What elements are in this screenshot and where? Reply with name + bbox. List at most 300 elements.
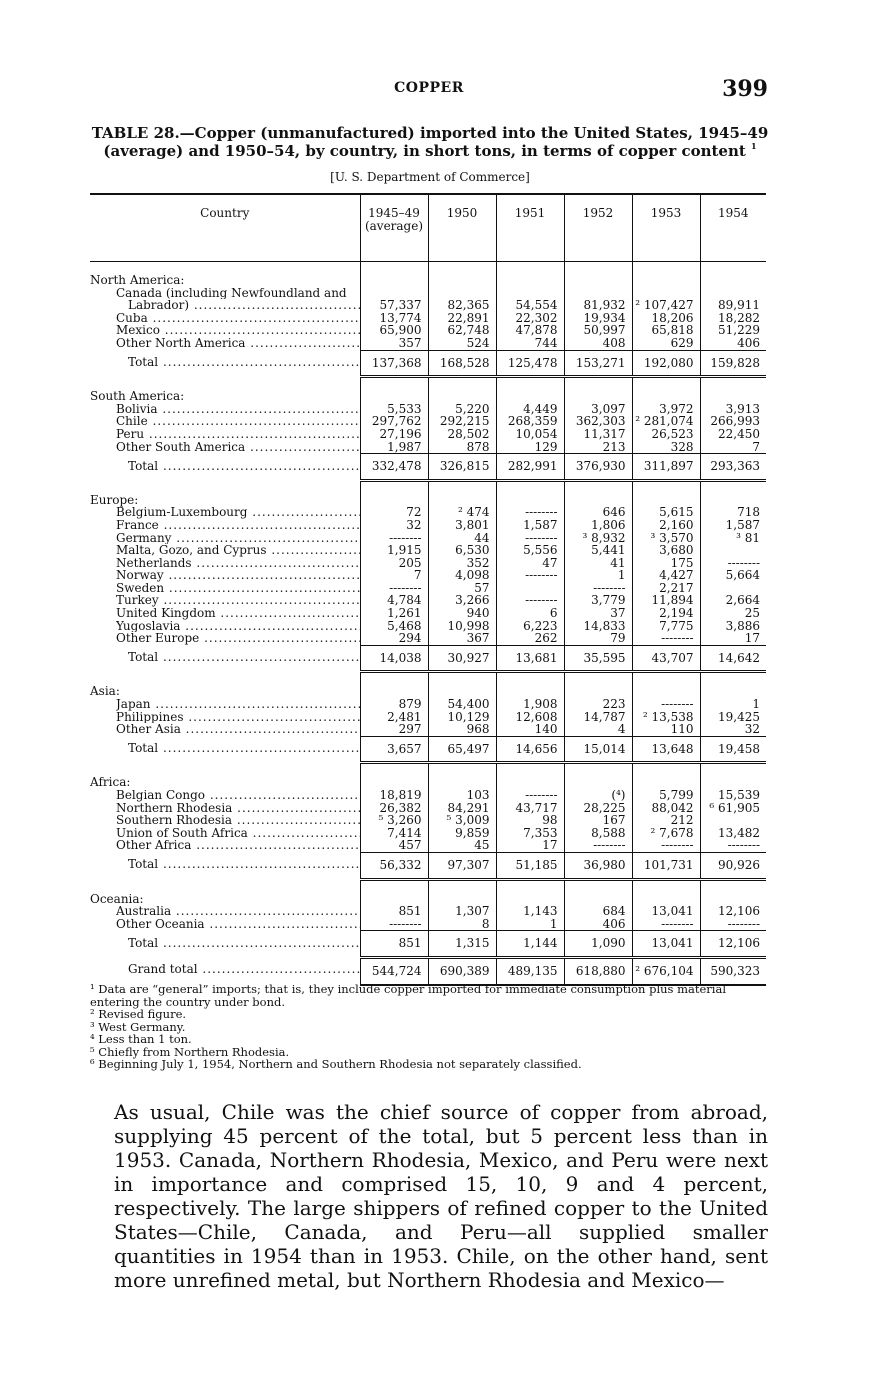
body-paragraph-text: As usual, Chile was the chief source of copper from abroad, supplying 45 percent of the total, but 5 percent less than in 1953. Canada, Northern Rhodesia, Mexico, and Peru were next in importance and comprised 15, 10, 9 and 4 percent, respectively. The large shippers of refined copper to the United States—Chile, Canada, and Peru—all supplied smaller quantities in 1954 than in 1953. Chile, on the other hand, sent more unrefined metal, but Northern Rhodesia and Mexico— [114,1100,768,1292]
row-label-text: Other Asia ..... [116,723,360,736]
row-label-text: Chile ..... [116,415,360,428]
total-value: 376,930 [564,454,632,481]
value-cell: 2,217 [632,582,700,595]
total-value: 36,980 [564,852,632,879]
value-cell: 457 [360,839,428,852]
value-cell: 54,554 [496,299,564,312]
grand-total-value: ² 676,104 [632,957,700,984]
total-label-text: Total ..... [128,460,360,473]
row-label [90,544,360,557]
value-cell: 408 [564,337,632,350]
value-cell: 110 [632,723,700,736]
spacer-cell [360,763,428,777]
table-row [90,324,766,337]
section-name: South America: [90,389,185,404]
value-cell: -------- [360,918,428,931]
total-row [90,645,766,672]
total-value: 3,657 [360,736,428,763]
value-cell: 167 [564,814,632,827]
value-cell: 37 [564,607,632,620]
value-cell: 3,266 [428,594,496,607]
value-cell: 212 [632,814,700,827]
total-value: 851 [360,931,428,958]
total-value: 168,528 [428,350,496,377]
grand-total-value: 618,880 [564,957,632,984]
value-cell: 175 [632,557,700,570]
table-header-row [90,194,766,262]
section-name: Oceania: [90,891,144,906]
row-label [90,441,360,454]
value-cell: 352 [428,557,496,570]
value-cell: 62,748 [428,324,496,337]
value-cell: 1,915 [360,544,428,557]
value-cell: -------- [632,839,700,852]
spacer-cell [90,377,360,391]
value-cell: 297 [360,723,428,736]
empty-cell [564,390,632,403]
value-cell [700,544,766,557]
value-cell: 10,129 [428,711,496,724]
table-row [90,698,766,711]
value-cell: ³ 3,570 [632,532,700,545]
total-value: 30,927 [428,645,496,672]
empty-cell [360,274,428,287]
value-cell: -------- [496,506,564,519]
value-cell: 25 [700,607,766,620]
spacer-cell [564,879,632,893]
spacer-cell [90,763,360,777]
value-cell: 1,806 [564,519,632,532]
total-label [90,736,360,763]
spacer-cell [564,480,632,494]
total-value: 125,478 [496,350,564,377]
value-cell: ⁵ 3,009 [428,814,496,827]
table-row [90,607,766,620]
total-label [90,350,360,377]
value-cell: 2,664 [700,594,766,607]
total-value: 13,041 [632,931,700,958]
row-label-text: Northern Rhodesia ..... [116,802,360,815]
row-label-text: Other Oceania ..... [116,918,360,931]
row-label [90,299,360,312]
table-row [90,839,766,852]
value-cell: 1 [700,698,766,711]
value-cell: 940 [428,607,496,620]
row-label [90,839,360,852]
value-cell: 54,400 [428,698,496,711]
value-cell: 27,196 [360,428,428,441]
value-cell: 22,450 [700,428,766,441]
value-cell: ⁵ 3,260 [360,814,428,827]
spacer-cell [428,879,496,893]
spacer-cell [360,377,428,391]
value-cell: 629 [632,337,700,350]
spacer-cell [496,672,564,686]
spacer-cell [360,262,428,275]
value-cell: 8,588 [564,827,632,840]
value-cell: 1 [496,918,564,931]
total-row [90,736,766,763]
row-label [90,324,360,337]
value-cell: -------- [700,918,766,931]
grand-total-value: 489,135 [496,957,564,984]
spacer-cell [496,377,564,391]
empty-cell [428,390,496,403]
value-cell: 1,908 [496,698,564,711]
total-value: 13,681 [496,645,564,672]
total-label-text: Total ..... [128,651,360,664]
spacer-cell [700,672,766,686]
value-cell: 88,042 [632,802,700,815]
total-value: 14,038 [360,645,428,672]
value-cell: -------- [360,532,428,545]
value-cell: 2,194 [632,607,700,620]
value-cell: 4 [564,723,632,736]
row-label-text: Mexico ..... [116,324,360,337]
value-cell: 684 [564,905,632,918]
value-cell: 19,934 [564,312,632,325]
row-label [90,789,360,802]
value-cell: 4,784 [360,594,428,607]
spacer-cell [700,262,766,275]
value-cell: 7 [700,441,766,454]
value-cell: 13,774 [360,312,428,325]
value-cell: 968 [428,723,496,736]
value-cell: 51,229 [700,324,766,337]
table-row [90,814,766,827]
row-label-text: Japan ..... [116,698,360,711]
row-label [90,620,360,633]
value-cell: 262 [496,632,564,645]
total-label-text: Total ..... [128,356,360,369]
row-label-text: Germany ..... [116,532,360,545]
value-cell: 718 [700,506,766,519]
value-cell: 32 [700,723,766,736]
total-label-text: Total ..... [128,858,360,871]
empty-cell [428,274,496,287]
table-row [90,441,766,454]
value-cell: 297,762 [360,415,428,428]
value-cell: 10,998 [428,620,496,633]
value-cell: 57 [428,582,496,595]
section-name: Europe: [90,492,139,507]
total-value: 293,363 [700,454,766,481]
total-value: 14,642 [700,645,766,672]
value-cell: 5,556 [496,544,564,557]
row-label [90,723,360,736]
running-head: COPPER [394,80,464,96]
value-cell: 84,291 [428,802,496,815]
value-cell: 26,382 [360,802,428,815]
value-cell: 129 [496,441,564,454]
spacer-cell [700,879,766,893]
value-cell: 26,523 [632,428,700,441]
spacer-cell [632,480,700,494]
empty-cell [700,274,766,287]
total-row [90,454,766,481]
value-cell: 4,427 [632,569,700,582]
row-label [90,532,360,545]
row-label-text: Yugoslavia ..... [116,620,360,633]
value-cell: 7,775 [632,620,700,633]
spacer-cell [496,480,564,494]
row-label [90,287,360,300]
grand-total-value: 690,389 [428,957,496,984]
row-label-text: Labrador) ..... [128,299,360,312]
value-cell: 744 [496,337,564,350]
row-label-text: Other Africa ..... [116,839,360,852]
row-label [90,403,360,416]
value-cell: 22,891 [428,312,496,325]
value-cell: 357 [360,337,428,350]
value-cell: 98 [496,814,564,827]
value-cell: 81,932 [564,299,632,312]
empty-cell [360,390,428,403]
row-label-text: Australia ..... [116,905,360,918]
value-cell: 3,801 [428,519,496,532]
value-cell: 43,717 [496,802,564,815]
col-header-country: Country [90,194,360,262]
value-cell: 14,833 [564,620,632,633]
row-label-text: Norway ..... [116,569,360,582]
row-label [90,607,360,620]
total-value: 35,595 [564,645,632,672]
total-value: 311,897 [632,454,700,481]
spacer-row [90,879,766,893]
spacer-cell [360,672,428,686]
value-cell: -------- [632,918,700,931]
value-cell: 7,414 [360,827,428,840]
value-cell: ³ 81 [700,532,766,545]
value-cell: 878 [428,441,496,454]
value-cell: 3,779 [564,594,632,607]
total-value: 159,828 [700,350,766,377]
value-cell: 15,539 [700,789,766,802]
value-cell: 13,482 [700,827,766,840]
table-row [90,711,766,724]
total-label [90,645,360,672]
table-source: [U. S. Department of Commerce] [330,170,530,184]
section-header-row [90,274,766,287]
total-value: 19,458 [700,736,766,763]
value-cell: 32 [360,519,428,532]
value-cell: 7,353 [496,827,564,840]
table-row [90,337,766,350]
spacer-row [90,672,766,686]
total-row [90,852,766,879]
footnote: ⁵ Chiefly from Northern Rhodesia. [90,1044,290,1059]
spacer-cell [428,262,496,275]
total-label [90,931,360,958]
spacer-cell [496,879,564,893]
spacer-cell [90,879,360,893]
total-value: 153,271 [564,350,632,377]
spacer-cell [428,377,496,391]
spacer-cell [564,262,632,275]
spacer-cell [632,262,700,275]
value-cell: 1,587 [496,519,564,532]
value-cell: -------- [360,582,428,595]
row-label-text: Bolivia ..... [116,403,360,416]
row-label-text: United Kingdom ..... [116,607,360,620]
value-cell: 12,106 [700,905,766,918]
col-header-1952: 1952 [564,194,632,262]
table-row [90,918,766,931]
grand-total-row [90,957,766,984]
value-cell: 3,972 [632,403,700,416]
row-label-text: Other South America ..... [116,441,360,454]
value-cell: 11,894 [632,594,700,607]
table-row [90,802,766,815]
value-cell: -------- [632,632,700,645]
copper-imports-table [90,193,766,986]
section-header-row [90,390,766,403]
value-cell: 5,664 [700,569,766,582]
table-row [90,299,766,312]
empty-cell [700,390,766,403]
total-value: 15,014 [564,736,632,763]
value-cell: 10,054 [496,428,564,441]
col-header-1950: 1950 [428,194,496,262]
total-value: 14,656 [496,736,564,763]
value-cell: 646 [564,506,632,519]
table-title-line1: TABLE 28.—Copper (unmanufactured) imported into the United States, 1945–49 [91,124,769,142]
table-row [90,428,766,441]
value-cell: 2,481 [360,711,428,724]
value-cell: 47,878 [496,324,564,337]
value-cell: 8 [428,918,496,931]
value-cell: 47 [496,557,564,570]
value-cell: 45 [428,839,496,852]
table-title-line2: (average) and 1950–54, by country, in short tons, in terms of copper content $^1$ [103,141,757,160]
grand-total-value: 590,323 [700,957,766,984]
table-body [90,262,766,985]
total-label-text: Total ..... [128,937,360,950]
row-label-text: Turkey ..... [116,594,360,607]
value-cell: 19,425 [700,711,766,724]
total-value: 97,307 [428,852,496,879]
spacer-cell [700,377,766,391]
total-value: 137,368 [360,350,428,377]
value-cell: 65,818 [632,324,700,337]
col-header-avg: 1945–49 (average) [360,194,428,262]
row-label [90,802,360,815]
value-cell: ² 474 [428,506,496,519]
spacer-cell [90,672,360,686]
value-cell: 82,365 [428,299,496,312]
total-row [90,350,766,377]
value-cell: 22,302 [496,312,564,325]
value-cell: 294 [360,632,428,645]
grand-total-label-text: Grand total ..... [128,963,360,976]
value-cell: 3,097 [564,403,632,416]
total-value: 1,144 [496,931,564,958]
value-cell: 18,282 [700,312,766,325]
empty-cell [632,390,700,403]
row-label-text: Canada (including Newfoundland and [116,286,347,300]
row-label [90,814,360,827]
value-cell: 7 [360,569,428,582]
table-row [90,544,766,557]
value-cell: ² 281,074 [632,415,700,428]
col-header-1954: 1954 [700,194,766,262]
section-name: Asia: [90,684,120,699]
value-cell: 79 [564,632,632,645]
value-cell: 524 [428,337,496,350]
value-cell: -------- [496,569,564,582]
row-label-text: Cuba ..... [116,312,360,325]
table-row [90,905,766,918]
row-label-text: Union of South Africa ..... [116,827,360,840]
value-cell: 5,220 [428,403,496,416]
footnotes [90,983,770,1071]
spacer-cell [564,377,632,391]
table-row [90,519,766,532]
value-cell: 4,098 [428,569,496,582]
footnote: ¹ Data are “general” imports; that is, they include copper imported for immediate consumption plus material entering the country under bond. [90,982,726,1009]
value-cell: -------- [496,532,564,545]
total-value: 1,090 [564,931,632,958]
empty-cell [496,390,564,403]
value-cell: 3,913 [700,403,766,416]
footnote: ⁶ Beginning July 1, 1954, Northern and Southern Rhodesia not separately classified. [90,1057,582,1071]
total-value: 51,185 [496,852,564,879]
spacer-cell [496,262,564,275]
row-label-text: Belgian Congo ..... [116,789,360,802]
total-label-text: Total ..... [128,742,360,755]
spacer-cell [632,763,700,777]
value-cell: 57,337 [360,299,428,312]
row-label-text: Sweden ..... [116,582,360,595]
value-cell: 5,533 [360,403,428,416]
value-cell: 362,303 [564,415,632,428]
total-value: 326,815 [428,454,496,481]
col-header-1951: 1951 [496,194,564,262]
row-label-text: Peru ..... [116,428,360,441]
page-header [90,76,768,106]
value-cell: 3,680 [632,544,700,557]
spacer-cell [632,879,700,893]
value-cell: 41 [564,557,632,570]
row-label-text: Philippines ..... [116,711,360,724]
row-label-text: France ..... [116,519,360,532]
table-row [90,789,766,802]
value-cell: -------- [700,557,766,570]
value-cell: 44 [428,532,496,545]
value-cell: ² 7,678 [632,827,700,840]
value-cell: -------- [632,698,700,711]
value-cell: 28,225 [564,802,632,815]
value-cell: 851 [360,905,428,918]
row-label [90,698,360,711]
row-label [90,594,360,607]
value-cell: ² 107,427 [632,299,700,312]
value-cell: 11,317 [564,428,632,441]
value-cell: 268,359 [496,415,564,428]
value-cell: 17 [700,632,766,645]
total-row [90,931,766,958]
row-label [90,415,360,428]
value-cell: 2,160 [632,519,700,532]
table-row [90,723,766,736]
total-value: 13,648 [632,736,700,763]
value-cell: 4,449 [496,403,564,416]
page-number: 399 [722,76,768,102]
spacer-cell [564,672,632,686]
value-cell: (⁴) [564,789,632,802]
footnote: ³ West Germany. [90,1019,186,1034]
value-cell: 5,441 [564,544,632,557]
